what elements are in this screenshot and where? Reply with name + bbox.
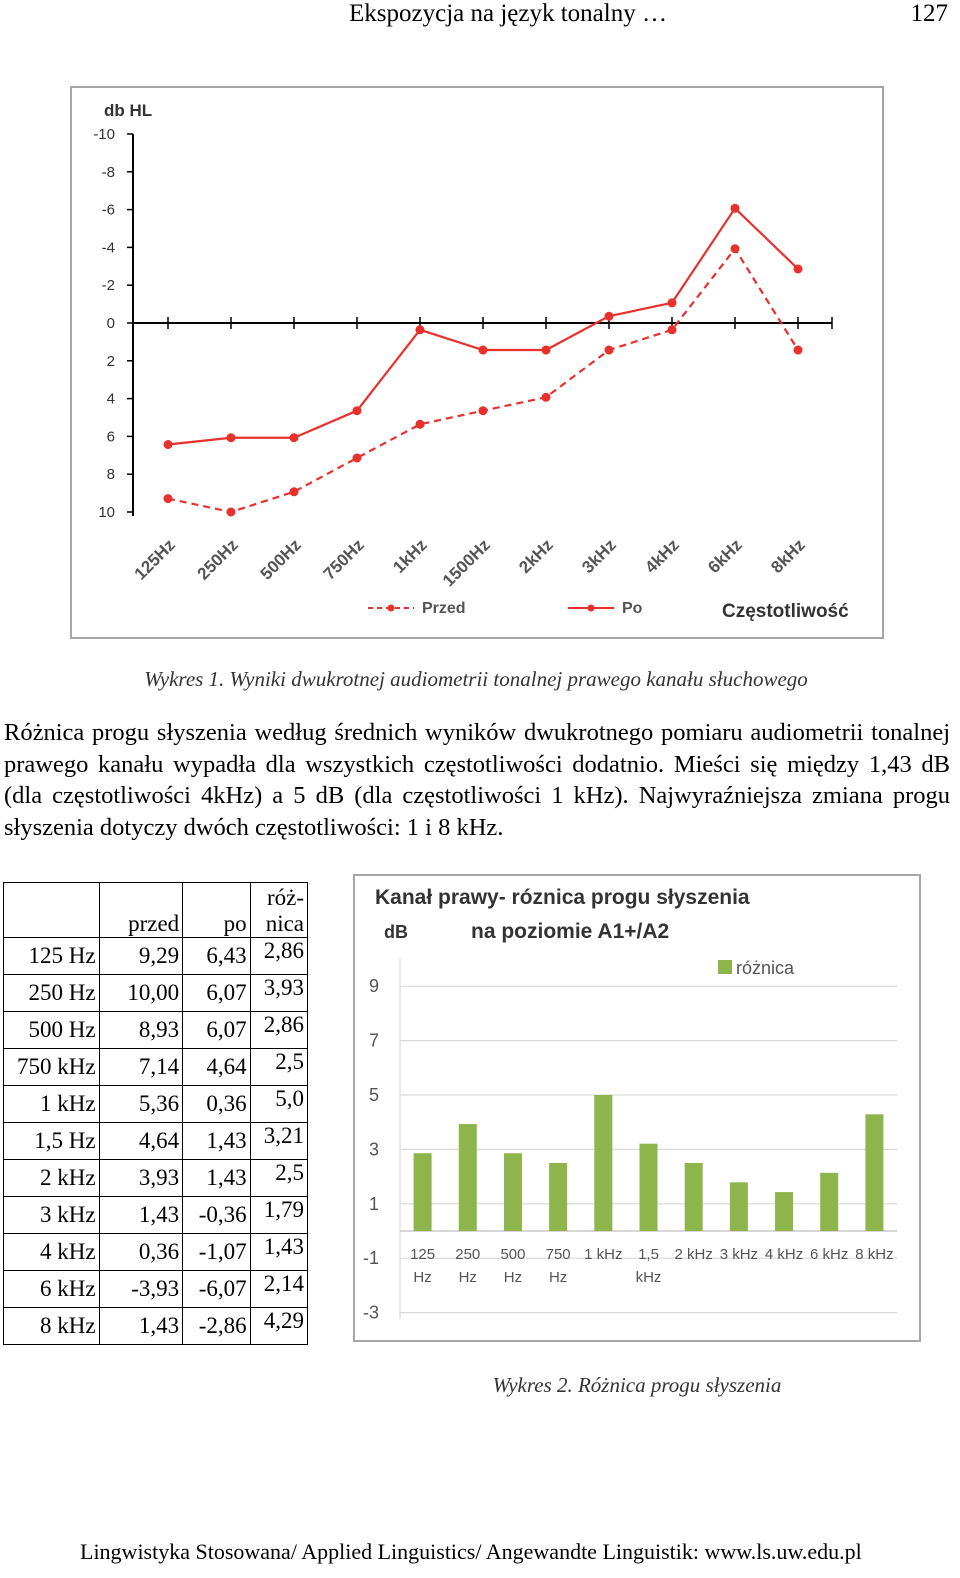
data-point-przed <box>353 453 362 462</box>
table-header-row <box>4 883 308 938</box>
y-tick-label: 10 <box>98 504 115 521</box>
table-cell: 1,43 <box>183 1160 250 1197</box>
x-tick-label-unit: kHz <box>635 1269 662 1286</box>
y-axis-title: dB <box>384 922 408 942</box>
table-row <box>4 1197 308 1234</box>
x-tick-label: 8 kHz <box>855 1246 894 1263</box>
table-cell: 125 Hz <box>4 938 100 975</box>
table-header-cell: przed <box>99 883 183 938</box>
table-cell: 6 kHz <box>4 1271 100 1308</box>
x-tick-label: 3 kHz <box>719 1246 759 1263</box>
data-point-przed <box>542 393 551 402</box>
data-point-po <box>668 298 677 307</box>
table-cell: 6,07 <box>183 1012 250 1049</box>
data-point-przed <box>164 494 173 503</box>
table-row <box>4 1086 308 1123</box>
x-tick-label: 500 <box>500 1246 526 1263</box>
table-cell: 4,29 <box>250 1308 307 1345</box>
table-row <box>4 1160 308 1197</box>
table-row <box>4 1123 308 1160</box>
x-tick-label: 1 kHz <box>584 1246 623 1263</box>
x-tick-label: 250 <box>455 1246 481 1263</box>
y-tick-label: -2 <box>101 277 115 295</box>
data-point-po <box>794 264 803 273</box>
figure-1-caption: Wykres 1. Wyniki dwukrotnej audiometrii tonalnej prawego kanału słuchowego <box>144 667 808 691</box>
table-cell: 500 Hz <box>4 1012 100 1049</box>
table-cell: 4,64 <box>183 1049 250 1086</box>
table-row <box>4 1308 308 1345</box>
data-point-po <box>542 346 551 355</box>
legend-label-przed: Przed <box>422 600 466 617</box>
table-cell: 750 kHz <box>4 1049 100 1086</box>
x-tick-label-unit: Hz <box>548 1269 568 1286</box>
legend-marker-po <box>588 605 595 612</box>
table-cell: 2,14 <box>250 1271 307 1308</box>
table-row <box>4 1234 308 1271</box>
x-tick-label: 750Hz <box>319 535 368 584</box>
data-point-przed <box>605 346 614 355</box>
y-tick-label: 6 <box>106 428 115 446</box>
y-tick-label: -6 <box>101 201 115 219</box>
x-tick-label: 6 kHz <box>810 1246 849 1263</box>
y-axis-title: db HL <box>104 101 153 120</box>
audiometry-line-chart <box>70 86 884 639</box>
page-footer: Lingwistyka Stosowana/ Applied Linguistics/ Angewandte Linguistik: www.ls.uw.edu.pl <box>80 1539 862 1564</box>
x-tick-label-unit: Hz <box>458 1269 477 1286</box>
x-tick-label: 8kHz <box>767 535 809 577</box>
data-point-przed <box>479 406 488 415</box>
y-tick-label: -4 <box>101 239 115 257</box>
table-cell: 10,00 <box>99 975 183 1012</box>
y-tick-label: 5 <box>368 1085 379 1105</box>
legend-swatch-roznica <box>718 960 732 974</box>
table-row <box>4 1012 308 1049</box>
x-tick-label: 125 <box>410 1246 436 1263</box>
data-point-przed <box>416 420 425 429</box>
data-point-po <box>416 325 425 334</box>
table-cell: 1,43 <box>99 1197 183 1234</box>
table-cell: -3,93 <box>99 1271 183 1308</box>
table-cell: 5,0 <box>250 1086 307 1123</box>
table-cell: 250 Hz <box>4 975 100 1012</box>
table-cell: 1 kHz <box>4 1086 100 1123</box>
y-tick-label: -8 <box>101 163 115 181</box>
table-header-cell: róż- nica <box>250 883 307 938</box>
chart-2-title-line-1: Kanał prawy- róznica progu słyszenia <box>375 886 750 909</box>
table-cell: 1,79 <box>250 1197 307 1234</box>
running-header-title: Ekspozycja na język tonalny … <box>349 0 667 27</box>
x-tick-label: 4kHz <box>641 535 683 577</box>
table-cell: 3,93 <box>99 1160 183 1197</box>
x-tick-label: 3kHz <box>578 535 620 577</box>
bar <box>685 1163 703 1231</box>
table-cell: 0,36 <box>183 1086 250 1123</box>
x-tick-label: 1kHz <box>389 535 431 577</box>
threshold-difference-table <box>3 882 308 1345</box>
body-paragraph: Różnica progu słyszenia według średnich wyników dwukrotnego pomiaru audiometrii tonalnej prawego kanału wypadła dla wszystkich częstotliwości dodatnio. Mieści się między 1,43 dB (dla częstotliwości 4kHz) a 5 dB (dla częstotliwości 1 kHz). Najwyraźniejsza zmiana progu słyszenia dotyczy dwóch częstotliwości: 1 i 8 kHz. <box>4 719 950 841</box>
y-tick-label: 3 <box>368 1139 379 1160</box>
data-point-przed <box>794 346 803 355</box>
data-point-po <box>227 433 236 442</box>
table-row <box>4 1271 308 1308</box>
table-cell: 7,14 <box>99 1049 183 1086</box>
table-cell: -0,36 <box>183 1197 250 1234</box>
table-cell: 4,64 <box>99 1123 183 1160</box>
x-tick-label: 4 kHz <box>764 1246 804 1263</box>
table-cell: 9,29 <box>99 938 183 975</box>
y-tick-label: 4 <box>106 390 115 408</box>
data-point-po <box>164 440 173 449</box>
table-cell: 3 kHz <box>4 1197 100 1234</box>
x-axis-title: Częstotliwość <box>722 601 849 622</box>
bar <box>504 1153 522 1231</box>
table-cell: 1,43 <box>99 1308 183 1345</box>
bar <box>549 1163 567 1231</box>
table-cell: 6,43 <box>183 938 250 975</box>
table-cell: 6,07 <box>183 975 250 1012</box>
bar <box>594 1095 612 1231</box>
table-header-cell: po <box>183 883 250 938</box>
table-cell: 3,93 <box>250 975 307 1012</box>
table-cell: 3,21 <box>250 1123 307 1160</box>
table-cell: 8 kHz <box>4 1308 100 1345</box>
x-tick-label: 250Hz <box>193 535 242 584</box>
table-cell: 2 kHz <box>4 1160 100 1197</box>
table-header-cell <box>4 883 100 938</box>
data-point-przed <box>290 487 299 496</box>
x-tick-label: 1,5 <box>638 1246 659 1263</box>
table-cell: 2,86 <box>250 1012 307 1049</box>
table-cell: 0,36 <box>99 1234 183 1271</box>
table-cell: -6,07 <box>183 1271 250 1308</box>
x-tick-label: 2kHz <box>515 535 557 577</box>
legend-label-roznica: różnica <box>736 958 795 978</box>
table-row <box>4 1049 308 1086</box>
table-cell: -2,86 <box>183 1308 250 1345</box>
table-cell: 2,86 <box>250 938 307 975</box>
x-tick-label-unit: Hz <box>413 1269 432 1286</box>
difference-bar-chart <box>353 874 921 1342</box>
x-tick-label: 500Hz <box>256 535 305 584</box>
x-tick-label: 2 kHz <box>674 1246 713 1263</box>
data-point-po <box>731 204 740 213</box>
y-tick-label: -3 <box>362 1302 379 1323</box>
table-row <box>4 938 308 975</box>
data-point-po <box>290 433 299 442</box>
y-tick-label: -1 <box>362 1248 379 1269</box>
data-point-po <box>605 312 614 321</box>
y-tick-label: 9 <box>368 976 379 997</box>
table-cell: -1,07 <box>183 1234 250 1271</box>
table-cell: 1,43 <box>183 1123 250 1160</box>
data-point-po <box>353 406 362 415</box>
bar <box>730 1182 748 1231</box>
y-tick-label: 7 <box>368 1030 379 1051</box>
table-cell: 2,5 <box>250 1049 307 1086</box>
bar <box>775 1192 793 1231</box>
bar <box>640 1144 658 1231</box>
legend-marker-przed <box>388 605 395 612</box>
bar <box>459 1124 477 1231</box>
x-tick-label: 750 <box>545 1246 571 1263</box>
figure-2-caption: Wykres 2. Różnica progu słyszenia <box>492 1373 782 1397</box>
table-cell: 1,5 Hz <box>4 1123 100 1160</box>
legend-label-po: Po <box>622 600 643 617</box>
table-cell: 4 kHz <box>4 1234 100 1271</box>
bar <box>865 1114 883 1231</box>
table-cell: 5,36 <box>99 1086 183 1123</box>
y-tick-label: 0 <box>106 315 115 332</box>
data-point-przed <box>227 508 236 517</box>
y-tick-label: 2 <box>106 352 115 370</box>
table-cell: 8,93 <box>99 1012 183 1049</box>
bar <box>414 1153 432 1231</box>
data-point-po <box>479 346 488 355</box>
y-tick-label: 1 <box>368 1193 379 1214</box>
x-tick-label: 125Hz <box>130 535 179 584</box>
x-tick-label: 6kHz <box>704 535 746 577</box>
table-row <box>4 975 308 1012</box>
chart-2-title-line-2: na poziomie A1+/A2 <box>471 920 670 943</box>
data-point-przed <box>731 244 740 253</box>
x-tick-label: 1500Hz <box>438 535 494 591</box>
table-cell: 1,43 <box>250 1234 307 1271</box>
data-point-przed <box>668 325 677 334</box>
x-tick-label-unit: Hz <box>503 1269 523 1286</box>
bar <box>820 1173 838 1231</box>
table-cell: 2,5 <box>250 1160 307 1197</box>
y-tick-label: -10 <box>93 126 115 143</box>
page-number: 127 <box>910 0 948 27</box>
y-tick-label: 8 <box>106 466 115 484</box>
